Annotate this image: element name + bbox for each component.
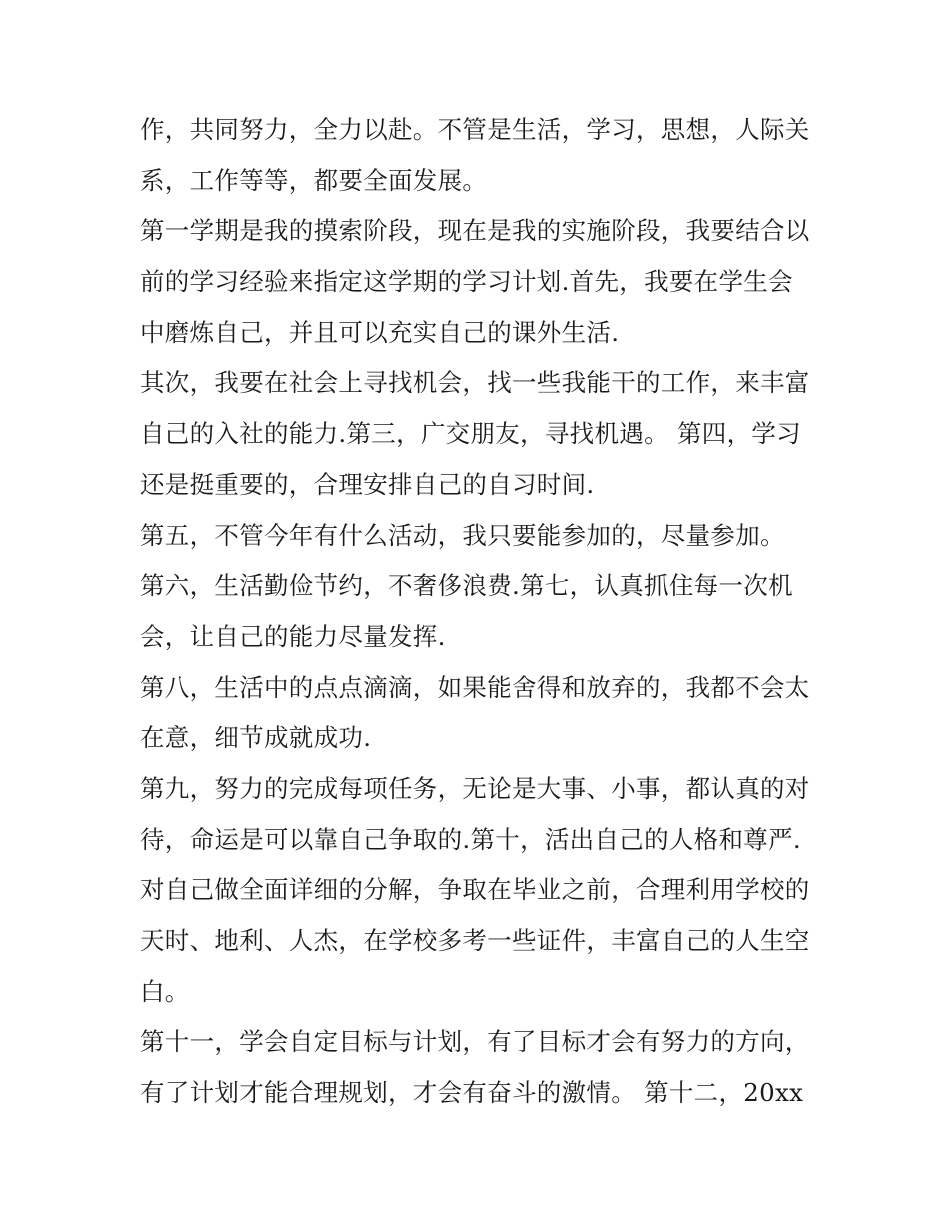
text-line: 系，工作等等，都要全面发展。	[140, 165, 488, 195]
text-line: 白。	[140, 976, 190, 1006]
text-line: 作，共同努力，全力以赴。不管是生活，学习，思想，人际关	[140, 115, 810, 144]
text-line: 中磨炼自己，并且可以充实自己的课外生活.	[140, 317, 620, 347]
text-line: 有了计划才能合理规划，才会有奋斗的激情。 第十二，20xx	[140, 1078, 804, 1108]
text-line: 对自己做全面详细的分解，争取在毕业之前，合理利用学校的	[140, 875, 810, 905]
text-line: 第九，努力的完成每项任务，无论是大事、小事，都认真的对	[140, 773, 810, 803]
text-line: 待，命运是可以靠自己争取的.第十，活出自己的人格和尊严.	[140, 824, 801, 854]
text-line: 第五，不管今年有什么活动，我只要能参加的，尽量参加。	[140, 520, 785, 550]
text-line: 天时、地利、人杰，在学校多考一些证件，丰富自己的人生空	[140, 926, 810, 955]
text-line: 会，让自己的能力尽量发挥.	[140, 621, 446, 651]
text-line: 自己的入社的能力.第三，广交朋友，寻找机遇。 第四，学习	[140, 419, 801, 449]
text-line: 还是挺重要的，合理安排自己的自习时间.	[140, 469, 595, 499]
text-line: 第一学期是我的摸索阶段，现在是我的实施阶段，我要结合以	[140, 216, 810, 246]
text-line: 第十一，学会自定目标与计划，有了目标才会有努力的方向，	[140, 1027, 810, 1057]
text-line: 其次，我要在社会上寻找机会，找一些我能干的工作，来丰富	[140, 368, 810, 398]
text-line: 前的学习经验来指定这学期的学习计划.首先，我要在学生会	[140, 267, 793, 297]
text-line: 在意，细节成就成功.	[140, 723, 372, 753]
text-line: 第八，生活中的点点滴滴，如果能舍得和放弃的，我都不会太	[140, 672, 810, 702]
text-line: 第六，生活勤俭节约，不奢侈浪费.第七，认真抓住每一次机	[140, 571, 793, 601]
document-body	[140, 105, 830, 1119]
